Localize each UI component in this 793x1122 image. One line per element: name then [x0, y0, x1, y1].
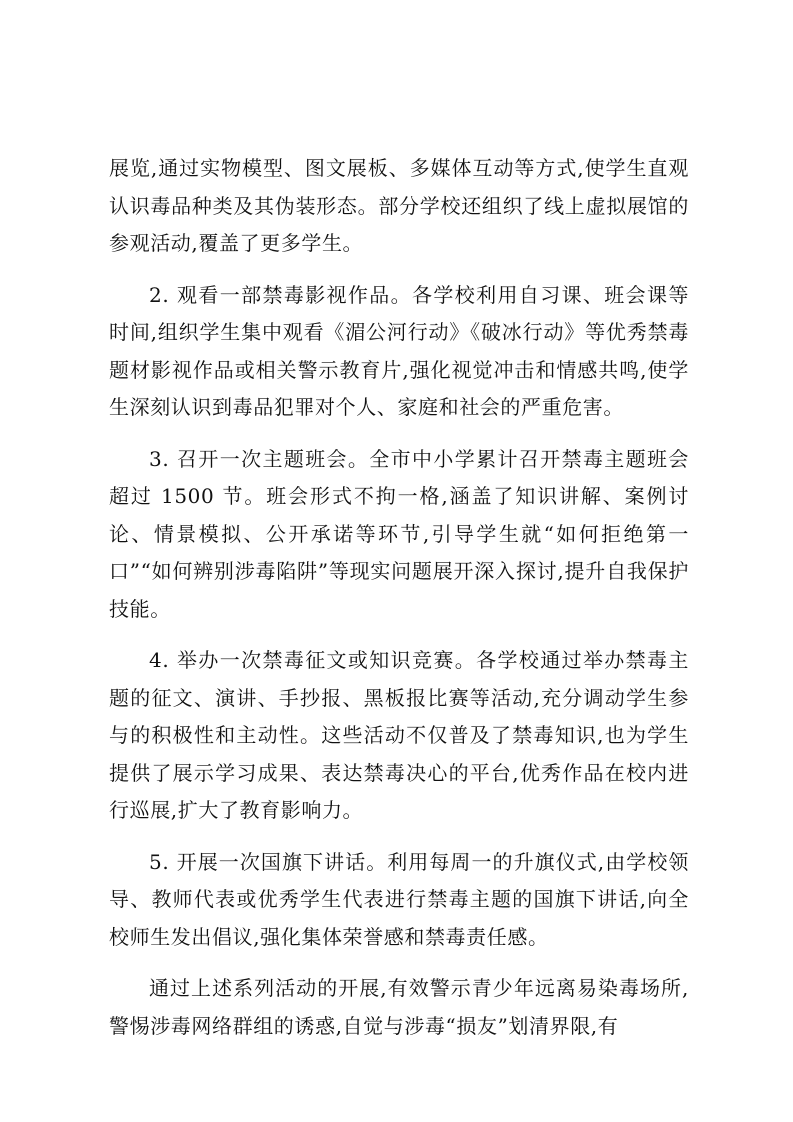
paragraph-item-5-flag-speech: 5. 开展一次国旗下讲话。利用每周一的升旗仪式,由学校领导、教师代表或优秀学生代表进行禁毒主题的国旗下讲话,向全校师生发出倡议,强化集体荣誉感和禁毒责任感。: [109, 849, 689, 949]
paragraph-exhibition-continued: 展览,通过实物模型、图文展板、多媒体互动等方式,使学生直观认识毒品种类及其伪装形态。部分学校还组织了线上虚拟展馆的参观活动,覆盖了更多学生。: [109, 156, 689, 255]
paragraph-summary: 通过上述系列活动的开展,有效警示青少年远离易染毒场所,警惕涉毒网络群组的诱惑,自觉与涉毒“损友”划清界限,有: [109, 976, 689, 1038]
document-body: [109, 150, 689, 1059]
paragraph-item-4-essay-contest: 4. 举办一次禁毒征文或知识竞赛。各学校通过举办禁毒主题的征文、演讲、手抄报、黑板报比赛等活动,充分调动学生参与的积极性和主动性。这些活动不仅普及了禁毒知识,也为学生提供了展示学习成果、表达禁毒决心的平台,优秀作品在校内进行巡展,扩大了教育影响力。: [109, 648, 689, 822]
paragraph-item-3-class-meeting: 3. 召开一次主题班会。全市中小学累计召开禁毒主题班会超过 1500 节。班会形式不拘一格,涵盖了知识讲解、案例讨论、情景模拟、公开承诺等环节,引导学生就“如何拒绝第一口”“如何辨别涉毒陷阱”等现实问题展开深入探讨,提升自我保护技能。: [109, 446, 689, 621]
paragraph-item-2-film: 2. 观看一部禁毒影视作品。各学校利用自习课、班会课等时间,组织学生集中观看《湄公河行动》《破冰行动》等优秀禁毒题材影视作品或相关警示教育片,强化视觉冲击和情感共鸣,使学生深刻认识到毒品犯罪对个人、家庭和社会的严重危害。: [109, 282, 689, 419]
